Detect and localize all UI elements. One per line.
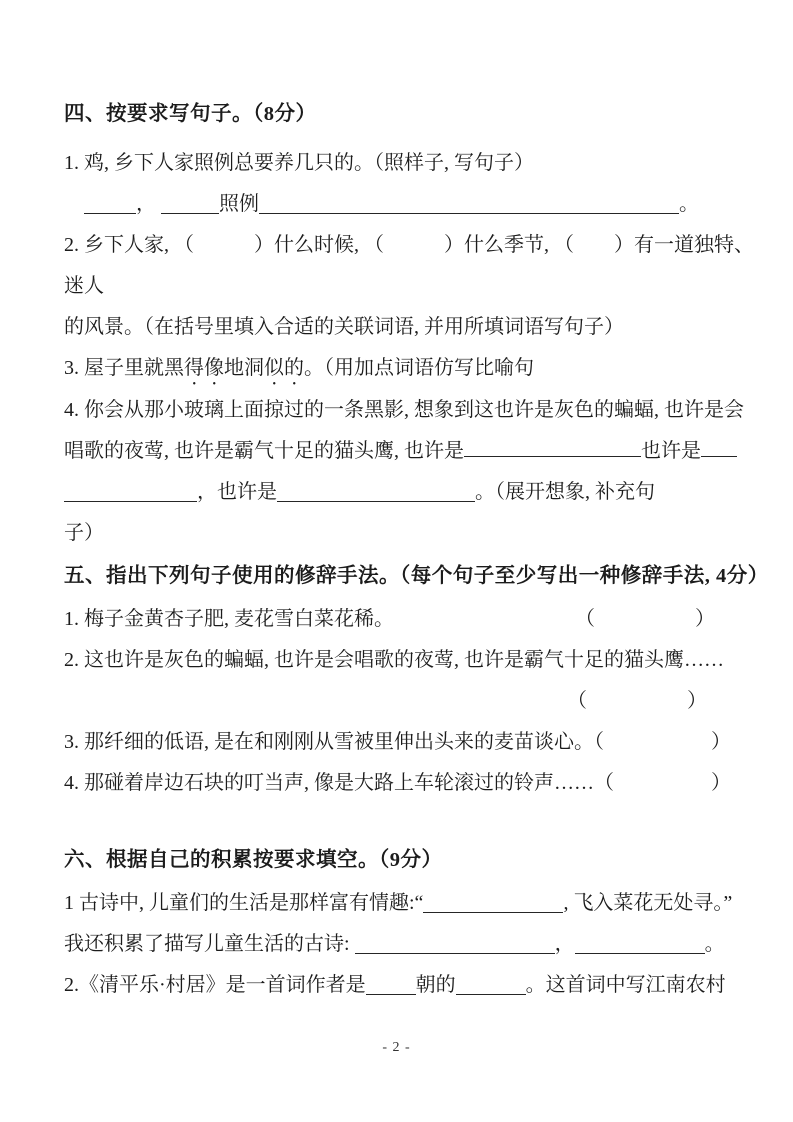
question-text: 1. 鸡, 乡下人家照例总要养几只的。（照样子, 写句子）	[64, 152, 534, 174]
s6-question-2	[64, 965, 737, 1006]
period-text: 。	[679, 193, 699, 215]
question-text: 也许是	[641, 440, 701, 462]
question-text: 我还积累了描写儿童生活的古诗:	[64, 933, 355, 955]
question-text: 2. 乡下人家, （ ）什么时候, （ ）什么季节, （ ）有一道独特、	[64, 234, 754, 256]
question-text: 3. 那纤细的低语, 是在和刚刚从雪被里伸出头来的麦苗谈心。（	[64, 731, 604, 753]
answer-blank	[259, 209, 679, 214]
answer-paren: （ ）	[567, 690, 707, 712]
question-text: 子）	[64, 522, 104, 544]
s4-question-4-line2	[64, 431, 737, 472]
question-text: , 飞入菜花无处寻。”	[563, 892, 733, 914]
section-six-heading: 六、根据自己的积累按要求填空。（9分）	[64, 849, 443, 871]
section-four-heading: 四、按要求写句子。（8分）	[64, 103, 317, 125]
s4-q1-answer-line	[64, 184, 737, 225]
close-paren: ）	[711, 731, 731, 753]
s4-question-2-line3	[64, 307, 737, 348]
s4-question-2-line1	[64, 225, 754, 266]
s5-question-2-line1	[64, 640, 737, 681]
page-number: - 2 -	[382, 1040, 411, 1055]
answer-blank	[456, 990, 526, 995]
answer-blank	[701, 452, 737, 457]
s4-question-4-line1	[64, 390, 744, 431]
s5-question-3	[64, 722, 737, 763]
question-text: 1. 梅子金黄杏子肥, 麦花雪白菜花稀。	[64, 608, 394, 630]
period-text: 。	[704, 933, 725, 955]
comma-text: ，	[136, 193, 156, 215]
question-text: 4. 那碰着岸边石块的叮当声, 像是大路上车轮滚过的铃声……（	[64, 772, 614, 794]
dotted-word: 得像	[184, 357, 224, 379]
question-text: 朝的	[415, 974, 456, 996]
close-paren: ）	[711, 772, 731, 794]
question-text: 2. 这也许是灰色的蝙蝠, 也许是会唱歌的夜莺, 也许是霸气十足的猫头鹰……	[64, 649, 724, 671]
s6-question-1-line1	[64, 883, 737, 924]
s5-question-4	[64, 763, 737, 804]
question-text: 唱歌的夜莺, 也许是霸气十足的猫头鹰, 也许是	[64, 440, 464, 462]
question-text: 。这首词中写江南农村	[525, 974, 726, 996]
answer-blank	[355, 949, 555, 954]
answer-blank	[277, 497, 475, 502]
comma-text: ，	[554, 933, 575, 955]
section-five-heading: 五、指出下列句子使用的修辞手法。（每个句子至少写出一种修辞手法, 4分）	[64, 565, 769, 587]
answer-paren: （ ）	[575, 608, 715, 630]
s4-question-1	[64, 143, 737, 184]
answer-blank	[423, 908, 563, 913]
s4-question-2-line2	[64, 266, 737, 307]
dotted-word: 似的	[264, 357, 304, 379]
s5-question-2-line2	[64, 681, 737, 722]
question-text: 1 古诗中, 儿童们的生活是那样富有情趣:“	[64, 892, 424, 914]
answer-blank	[464, 452, 641, 457]
s4-question-4-line4	[64, 513, 737, 554]
question-text: ，也许是	[197, 481, 277, 503]
question-text: 4. 你会从那小玻璃上面掠过的一条黑影, 想象到这也许是灰色的蝙蝠, 也许是会	[64, 399, 744, 421]
s4-question-4-line3	[64, 472, 737, 513]
zhaoli-text: 照例	[219, 193, 259, 215]
answer-blank	[64, 497, 197, 502]
answer-blank	[84, 209, 136, 214]
s5-question-1	[64, 599, 737, 640]
answer-blank	[161, 209, 219, 214]
question-text: 。（用加点词语仿写比喻句	[304, 357, 534, 379]
question-text: 3. 屋子里就黑	[64, 357, 184, 379]
answer-blank	[366, 990, 416, 995]
question-text: 的风景。（在括号里填入合适的关联词语, 并用所填词语写句子）	[64, 316, 624, 338]
page-content	[64, 94, 769, 1006]
question-text: 迷人	[64, 275, 104, 297]
answer-blank	[575, 949, 705, 954]
s6-question-1-line2	[64, 924, 737, 965]
question-text: 。（展开想象, 补充句	[475, 481, 655, 503]
question-text: 2.《清平乐·村居》是一首词作者是	[64, 974, 366, 996]
s4-question-3	[64, 348, 737, 390]
question-text: 地洞	[224, 357, 264, 379]
